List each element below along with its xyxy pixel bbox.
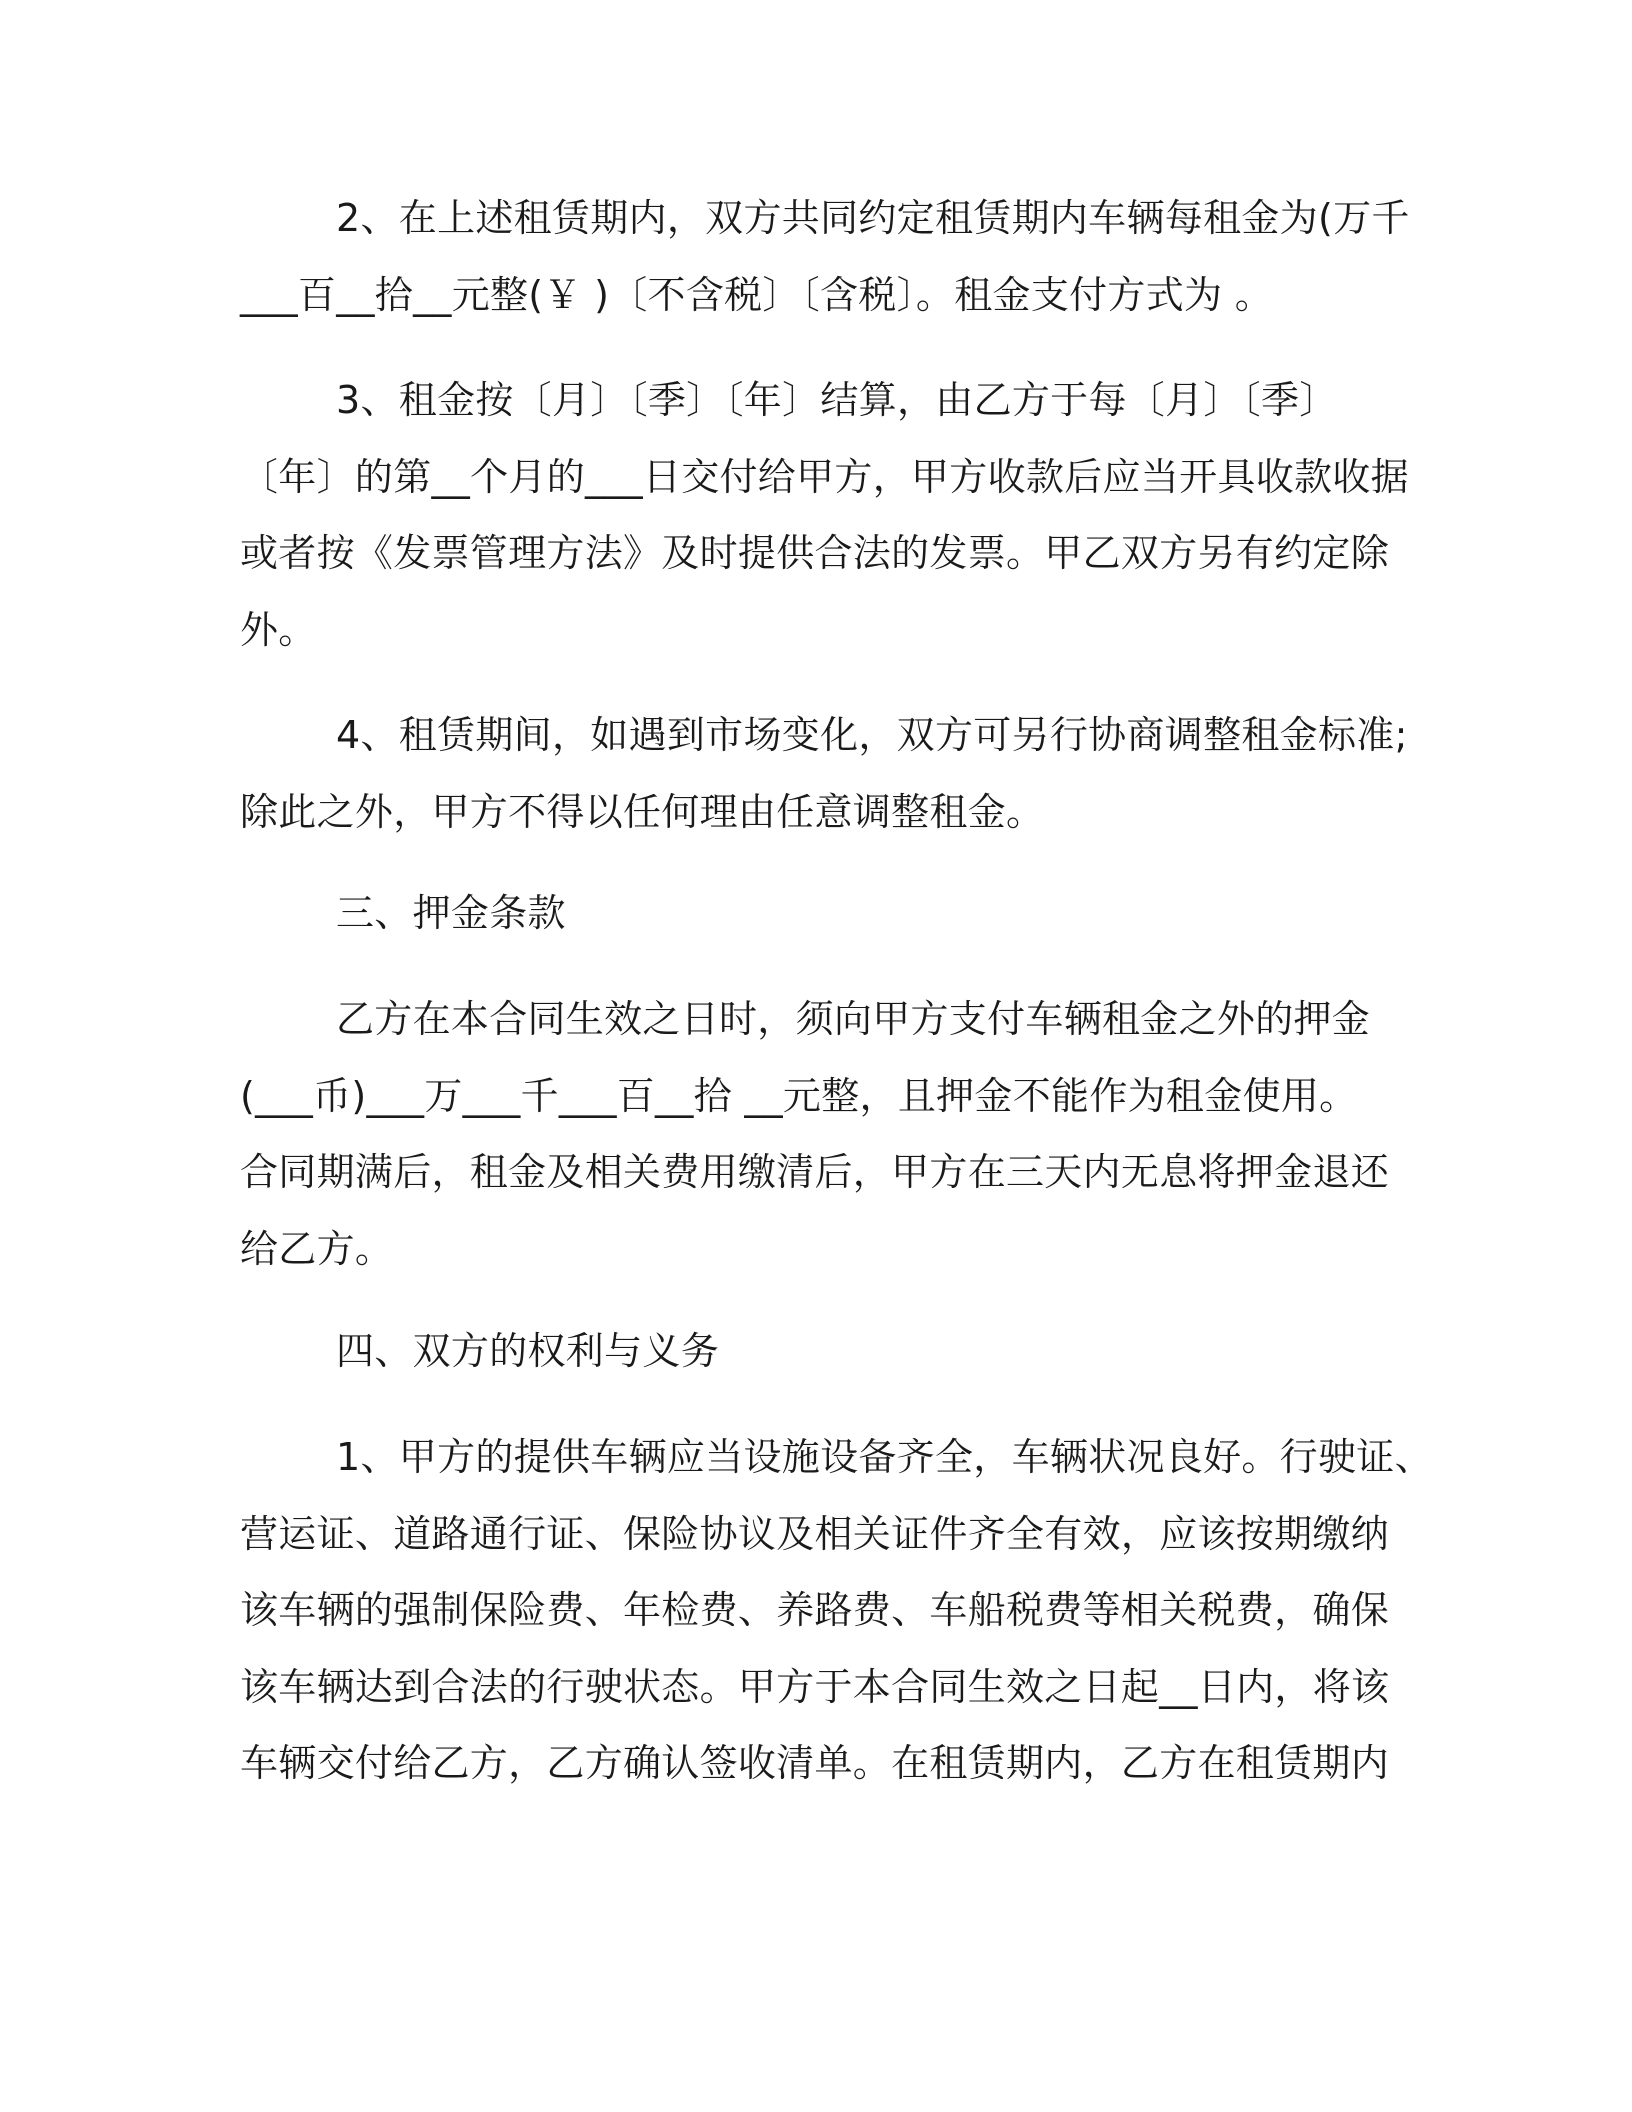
paragraph-rent-settlement — [240, 362, 1409, 668]
text-line: 除此之外，甲方不得以任何理由任意调整租金。 — [240, 789, 1045, 834]
text-line: (___币)___万___千___百__拾 __元整，且押金不能作为租金使用。 — [240, 1073, 1358, 1118]
text-line: 合同期满后，租金及相关费用缴清后，甲方在三天内无息将押金退还 — [240, 1150, 1390, 1194]
text-line: 3、租金按〔月〕〔季〕〔年〕结算，由乙方于每〔月〕〔季〕 — [336, 378, 1338, 422]
paragraph-rent-amount — [240, 180, 1410, 333]
text-line: 〔年〕的第__个月的___日交付给甲方，甲方收款后应当开具收款收据 — [240, 454, 1409, 499]
text-line: 该车辆的强制保险费、年检费、养路费、车船税费等相关税费，确保 — [240, 1588, 1390, 1632]
text-line: 乙方在本合同生效之日时，须向甲方支付车辆租金之外的押金 — [336, 997, 1371, 1041]
text-line: ___百__拾__元整(￥ )〔不含税〕〔含税〕。租金支付方式为 。 — [240, 272, 1274, 317]
text-line: 营运证、道路通行证、保险协议及相关证件齐全有效，应该按期缴纳 — [240, 1511, 1390, 1556]
text-line: 该车辆达到合法的行驶状态。甲方于本合同生效之日起__日内，将该 — [240, 1664, 1390, 1709]
text-line: 或者按《发票管理方法》及时提供合法的发票。甲乙双方另有约定除 — [240, 531, 1390, 575]
paragraph-rent-adjustment — [240, 697, 1408, 850]
heading-text: 三、押金条款 — [336, 891, 566, 935]
text-line: 1、甲方的提供车辆应当设施设备齐全，车辆状况良好。行驶证、 — [336, 1435, 1433, 1479]
document-page — [240, 0, 1433, 2112]
section-heading-deposit — [240, 875, 1392, 952]
text-line: 4、租赁期间，如遇到市场变化，双方可另行协商调整租金标准; — [336, 713, 1408, 757]
text-line: 给乙方。 — [240, 1226, 394, 1271]
paragraph-deposit — [240, 981, 1392, 1287]
section-heading-rights — [240, 1313, 1392, 1390]
paragraph-lessor-obligations — [240, 1419, 1433, 1802]
text-line: 车辆交付给乙方，乙方确认签收清单。在租赁期内，乙方在租赁期内 — [240, 1741, 1390, 1785]
text-line: 外。 — [240, 607, 317, 652]
heading-text: 四、双方的权利与义务 — [336, 1329, 720, 1373]
text-line: 2、在上述租赁期内，双方共同约定租赁期内车辆每租金为(万千 — [336, 196, 1410, 240]
